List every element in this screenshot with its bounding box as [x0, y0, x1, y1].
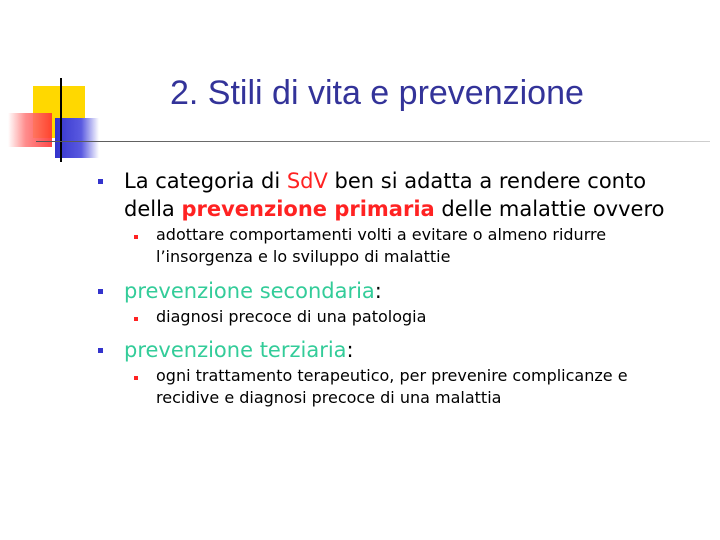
sub-bullet-primary: adottare comportamenti volti a evitare o almeno ridurre l’insorgenza e lo sviluppo di malattie	[156, 225, 607, 266]
sub-bullet-tertiary: ogni trattamento terapeutico, per prevenire complicanze e recidive e diagnosi precoce di una malattia	[156, 366, 628, 407]
bullet-text: ben si adatta a rendere conto della	[124, 169, 647, 221]
slide-title: 2. Stili di vita e prevenzione	[170, 74, 584, 112]
sub-bullet-secondary: diagnosi precoce di una patologia	[156, 307, 427, 326]
bullet-marker	[98, 179, 103, 184]
primary-prevention-highlight: prevenzione primaria	[181, 197, 435, 221]
secondary-prevention-label: prevenzione secondaria	[124, 279, 375, 303]
sub-bullet-marker	[134, 376, 138, 380]
colon: :	[374, 279, 382, 303]
bullet-marker	[98, 348, 103, 353]
bullet-secondary-prevention	[124, 277, 684, 305]
colon: :	[346, 338, 354, 362]
tertiary-prevention-label: prevenzione terziaria	[124, 338, 347, 362]
sub-bullet-marker	[134, 235, 138, 239]
sub-bullet-marker	[134, 317, 138, 321]
bullet-marker	[98, 289, 103, 294]
bullet-text: delle malattie ovvero	[434, 197, 665, 221]
bullet-tertiary-prevention	[124, 336, 684, 364]
decor-vertical-line	[60, 78, 62, 162]
bullet-text: La categoria di	[124, 169, 287, 193]
sdv-highlight: SdV	[286, 169, 328, 193]
title-divider-line	[36, 141, 710, 142]
bullet-primary-prevention	[124, 167, 684, 223]
